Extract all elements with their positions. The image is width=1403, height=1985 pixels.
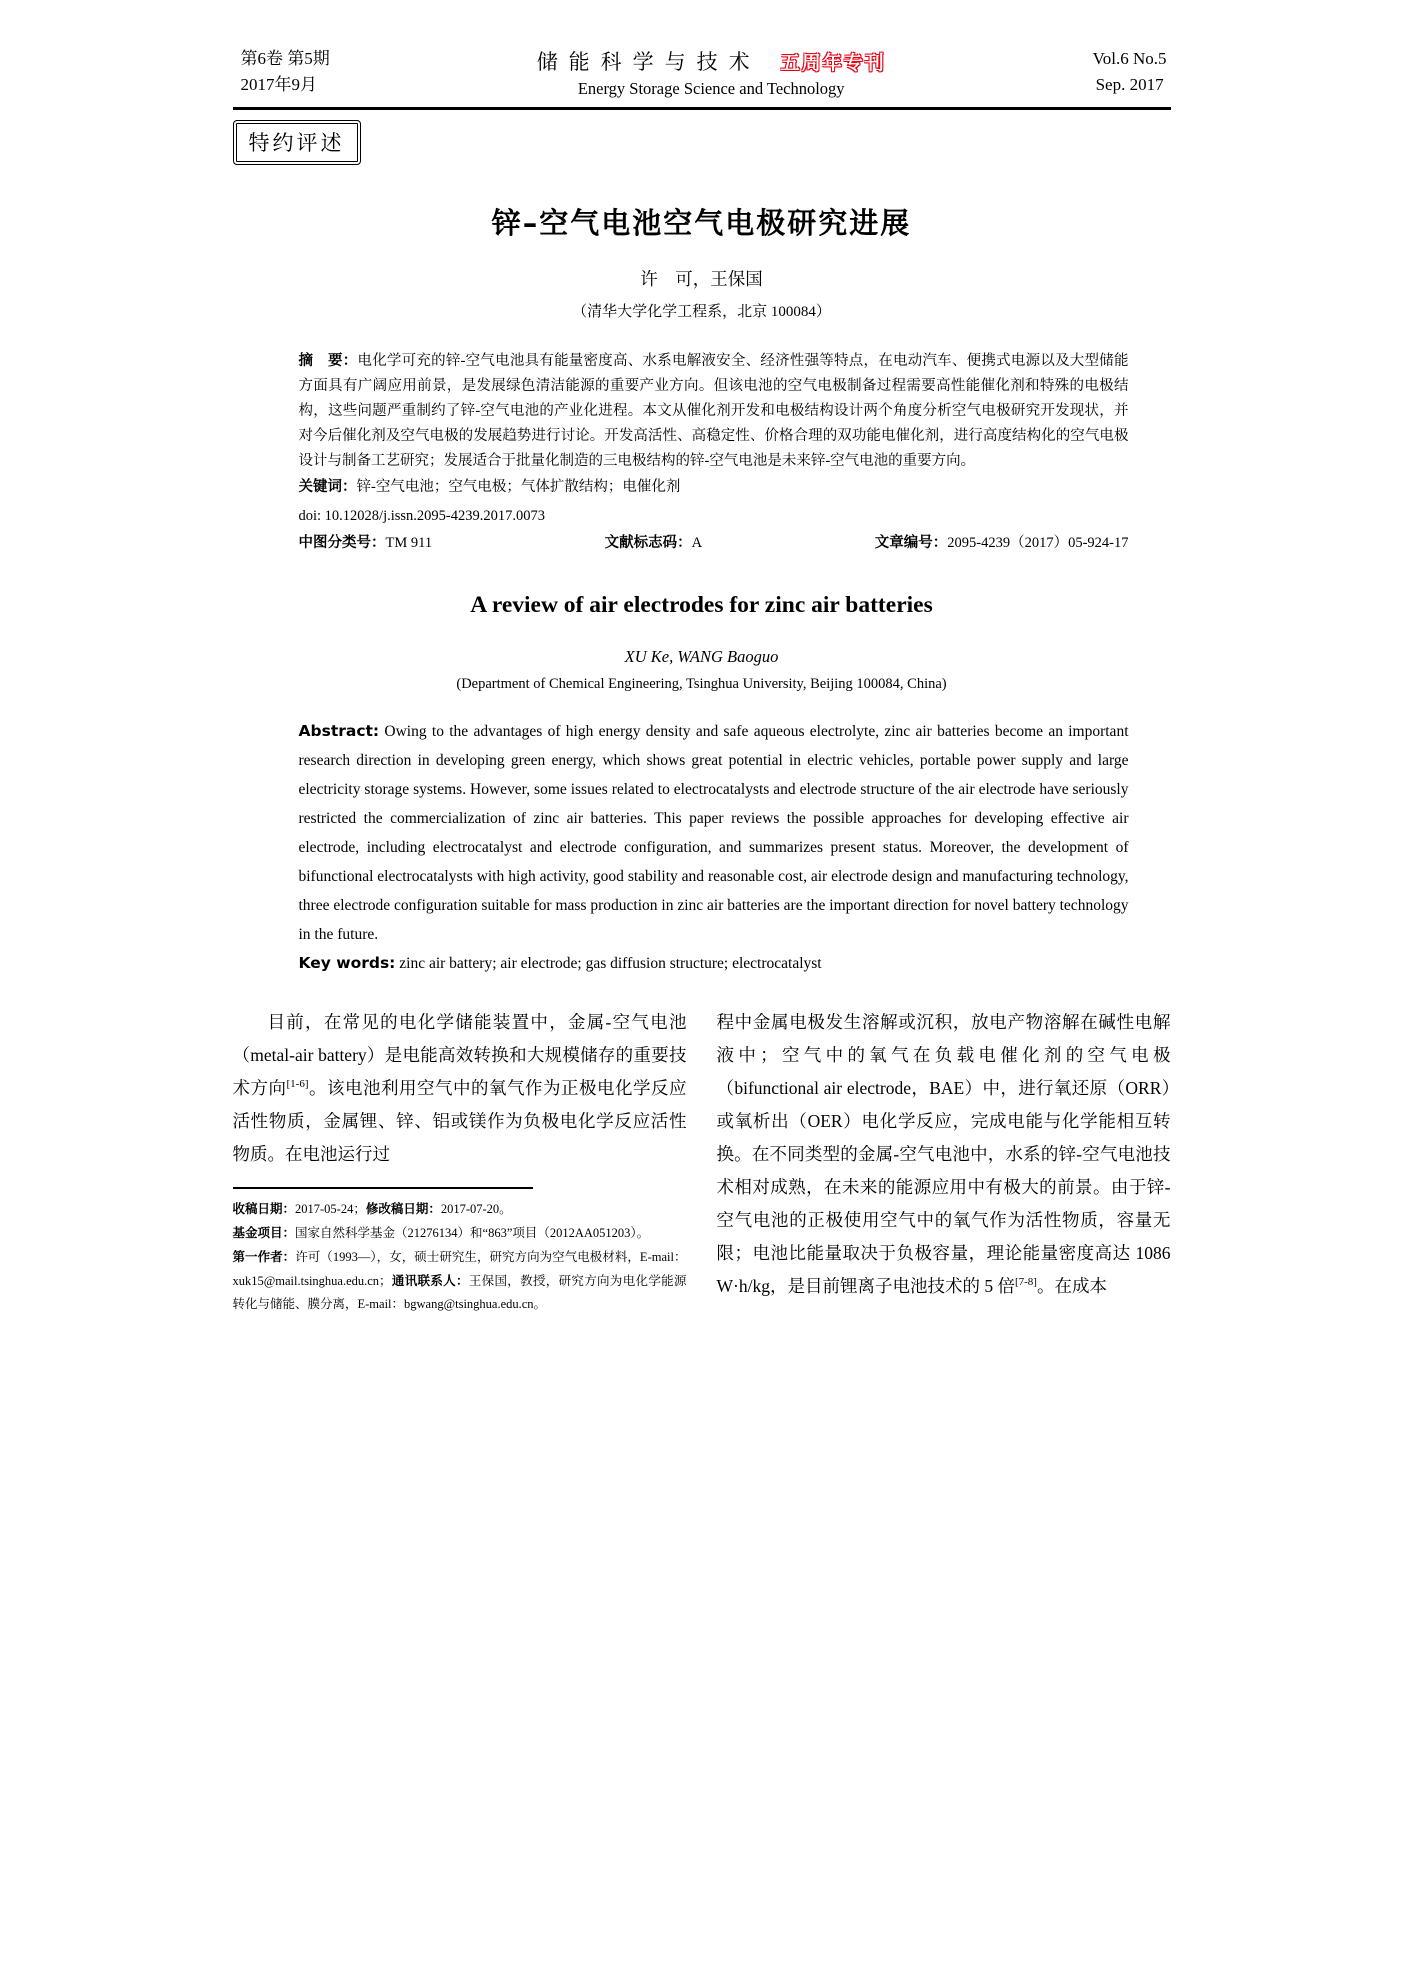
fund-label: 基金项目：	[232, 1225, 296, 1240]
clc-value: TM 911	[385, 535, 433, 551]
abstract-cn-label: 摘 要：	[298, 353, 358, 369]
volume-issue-cn: 第6卷 第5期	[240, 49, 330, 68]
citation-ref-1-6: [1-6]	[286, 1078, 309, 1091]
received-date: 2017-05-24；	[295, 1202, 366, 1216]
abstract-en-label: Abstract:	[298, 722, 380, 740]
received-label: 收稿日期：	[232, 1201, 296, 1216]
doi-line: doi: 10.12028/j.issn.2095-4239.2017.0073	[298, 508, 546, 524]
keywords-en-label: Key words:	[298, 954, 396, 972]
first-author-label: 第一作者：	[232, 1249, 296, 1264]
keywords-cn-text: 锌-空气电池；空气电极；气体扩散结构；电催化剂	[356, 479, 681, 495]
clc-item	[299, 531, 433, 556]
doc-code-item	[605, 531, 702, 556]
keywords-cn	[299, 475, 1129, 500]
journal-title-row	[537, 46, 886, 76]
body-right-text-1: 程中金属电极发生溶解或沉积，放电产物溶解在碱性电解液中；空气中的氧气在负载电催化剂的空气电极（bifunctional air electrode，BAE）中，进行氧还原（ORR）或氧析出（OER）电化学反应，完成电能与化学能相互转换。在不同类型的金属-空气电池中，水系的锌-空气电池技术相对成熟，在未来的能源应用中有极大的前景。由于锌-空气电池的正极使用空气中的氧气作为活性物质，容量无限；电池比能量取决于负极容量，理论能量密度高达 1086 W·h/kg，是目前锂离子电池技术的 5 倍	[716, 1012, 1171, 1296]
body-paragraph-left	[233, 1006, 687, 1171]
special-issue-badge: 五周年专刊	[780, 52, 886, 74]
citation-ref-7-8: [7-8]	[1014, 1276, 1037, 1289]
masthead-volume-en	[1093, 46, 1167, 99]
body-left-column	[233, 1006, 687, 1316]
masthead-divider	[233, 107, 1171, 110]
footnote-block	[233, 1187, 687, 1316]
affiliation-en: (Department of Chemical Engineering, Tsinghua University, Beijing 100084, China)	[456, 676, 947, 692]
abstract-en-text: Owing to the advantages of high energy density and safe aqueous electrolyte, zinc air batteries become an important research direction in developing green energy, which shows great potential in electric vehicles, portable power supply and large electricity storage systems. However, some issues related to electrocatalysts and electrode structure of the air electrode have seriously restricted the commercialization of zinc air batteries. This paper reviews the possible approaches for developing effective air electrode, including electrocatalyst and electrode configuration, and summarizes present status. Moreover, the development of bifunctional electrocatalysts with high activity, good stability and reasonable cost, air electrode design and manufacturing technology, three electrode configuration suitable for mass production in zinc air batteries are the important direction for novel battery technology in the future.	[298, 723, 1129, 943]
body-right-column	[717, 1006, 1171, 1316]
keywords-cn-label: 关键词：	[298, 479, 357, 495]
article-no-label: 文章编号：	[874, 535, 948, 551]
volume-issue-en: Vol.6 No.5	[1092, 49, 1167, 68]
footnote-text	[233, 1197, 687, 1316]
corresponding-label: 通讯联系人：	[391, 1273, 469, 1288]
date-en: Sep. 2017	[1095, 75, 1164, 95]
body-right-text-2: 。在成本	[1036, 1276, 1107, 1296]
body-columns	[233, 1006, 1171, 1316]
revised-label: 修改稿日期：	[365, 1201, 441, 1216]
doc-code-value: A	[691, 535, 703, 551]
article-title-en: A review of air electrodes for zinc air batteries	[470, 592, 933, 618]
fund-text: 国家自然科学基金（21276134）和“863”项目（2012AA051203）。	[295, 1226, 650, 1240]
authors-en: XU Ke, WANG Baoguo	[624, 647, 779, 666]
first-author-text: 许可（1993—），女，硕士研究生，研究方向为空气电极材料，E-mail：xuk15@mail.tsinghua.edu.cn；	[232, 1250, 687, 1288]
article-no-item	[875, 531, 1129, 556]
journal-masthead	[233, 46, 1171, 107]
date-cn: 2017年9月	[240, 75, 317, 95]
keywords-en-text: zinc air battery; air electrode; gas diffusion structure; electrocatalyst	[399, 955, 822, 972]
keywords-en	[299, 949, 1129, 978]
body-left-text-2: 。该电池利用空气中的氧气作为正极电化学反应活性物质，金属锂、锌、铝或镁作为负极电化学反应活性物质。在电池运行过	[232, 1078, 687, 1164]
abstract-en	[299, 717, 1129, 949]
footnote-divider	[233, 1187, 533, 1189]
article-no-value: 2095-4239（2017）05-924-17	[947, 535, 1129, 551]
body-paragraph-right	[717, 1006, 1171, 1303]
abstract-cn	[299, 349, 1129, 474]
doc-code-label: 文献标志码：	[604, 535, 692, 551]
body-left-text-1: 目前，在常见的电化学储能装置中，金属-空气电池（metal-air battery）是电能高效转换和大规模储存的重要技术方向	[232, 1012, 687, 1098]
revised-date: 2017-07-20。	[440, 1202, 512, 1216]
journal-title-en: Energy Storage Science and Technology	[577, 79, 845, 98]
masthead-journal-title	[537, 46, 886, 99]
corresponding-text: 王保国，教授，研究方向为电化学能源转化与储能、膜分离，E-mail：bgwang@tsinghua.edu.cn。	[232, 1274, 687, 1311]
masthead-volume-cn	[241, 46, 330, 99]
page-content	[233, 0, 1171, 1316]
classification-row	[299, 531, 1129, 556]
affiliation-cn: （清华大学化学工程系，北京 100084）	[572, 304, 831, 320]
authors-cn: 许 可，王保国	[640, 269, 763, 289]
clc-label: 中图分类号：	[298, 535, 386, 551]
abstract-cn-text: 电化学可充的锌-空气电池具有能量密度高、水系电解液安全、经济性强等特点，在电动汽车、便携式电源以及大型储能方面具有广阔应用前景，是发展绿色清洁能源的重要产业方向。但该电池的空气电极制备过程需要高性能催化剂和特殊的电极结构，这些问题严重制约了锌-空气电池的产业化进程。本文从催化剂开发和电极结构设计两个角度分析空气电极研究开发现状，并对今后催化剂及空气电极的发展趋势进行讨论。开发高活性、高稳定性、价格合理的双功能电催化剂，进行高度结构化的空气电极设计与制备工艺研究；发展适合于批量化制造的三电极结构的锌-空气电池是未来锌-空气电池的重要方向。	[298, 353, 1129, 469]
article-title-cn: 锌–空气电池空气电极研究进展	[491, 206, 912, 240]
journal-title-cn: 储能科学与技术	[536, 50, 761, 74]
column-type-badge: 特约评述	[233, 120, 361, 165]
